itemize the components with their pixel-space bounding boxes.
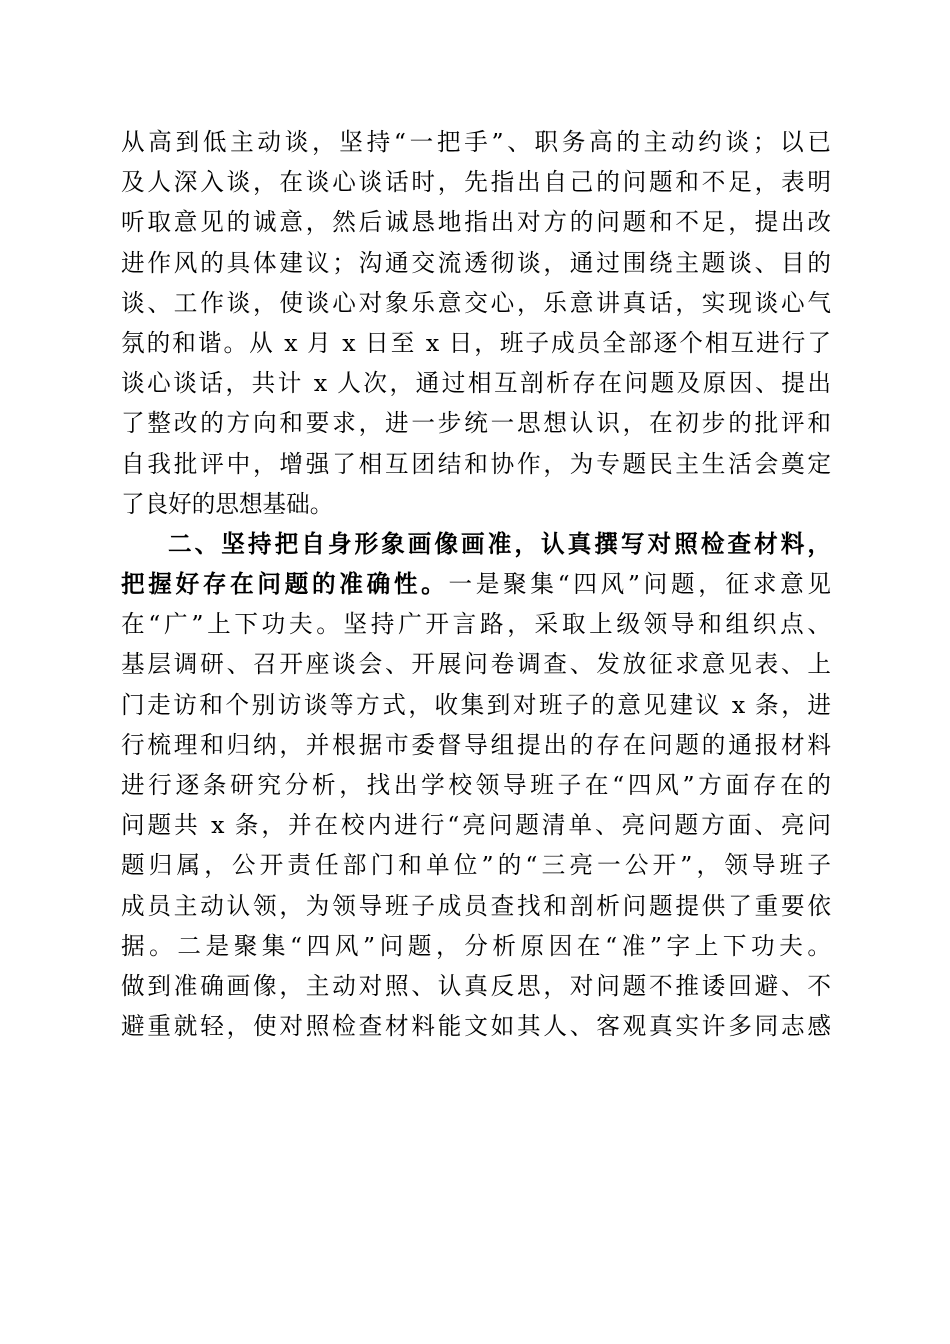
text-line: 据。二是聚集“四风”问题，分析原因在“准”字上下功夫。 (121, 931, 831, 960)
text-fragment: 一是聚集“四风”问题，征求意见 (448, 570, 832, 599)
paragraph-2 (121, 524, 831, 1046)
text-line: 了良好的思想基础。 (121, 489, 334, 518)
text-line: 进作风的具体建议；沟通交流透彻谈，通过围绕主题谈、目的 (121, 248, 831, 277)
text-line (121, 564, 831, 604)
text-line: 避重就轻，使对照检查材料能文如其人、客观真实许多同志感 (121, 1012, 831, 1041)
text-line: 听取意见的诚意，然后诚恳地指出对方的问题和不足，提出改 (121, 208, 831, 237)
document-body (121, 122, 831, 1046)
text-line: 及人深入谈，在谈心谈话时，先指出自己的问题和不足，表明 (121, 168, 831, 197)
text-line: 行梳理和归纳，并根据市委督导组提出的存在问题的通报材料 (121, 730, 831, 759)
text-line: 谈、工作谈，使谈心对象乐意交心，乐意讲真话，实现谈心气 (121, 288, 831, 317)
text-line: 题归属，公开责任部门和单位”的“三亮一公开”，领导班子 (121, 851, 831, 880)
text-line: 进行逐条研究分析，找出学校领导班子在“四风”方面存在的 (121, 771, 831, 799)
text-line: 成员主动认领，为领导班子成员查找和剖析问题提供了重要依 (121, 891, 831, 920)
text-line: 从高到低主动谈，坚持“一把手”、职务高的主动约谈；以已 (121, 128, 831, 156)
section-heading: 二、坚持把自身形象画像画准，认真撰写对照检查材料， (168, 529, 831, 558)
text-line: 了整改的方向和要求，进一步统一思想认识，在初步的批评和 (121, 409, 831, 438)
text-line: 问题共 x 条，并在校内进行“亮问题清单、亮问题方面、亮问 (121, 811, 831, 840)
text-line: 门走访和个别访谈等方式，收集到对班子的意见建议 x 条，进 (121, 690, 831, 719)
section-heading-continued: 把握好存在问题的准确性。 (121, 570, 449, 599)
text-line: 做到准确画像，主动对照、认真反思，对问题不推诿回避、不 (121, 971, 831, 1000)
text-line: 在“广”上下功夫。坚持广开言路，采取上级领导和组织点、 (121, 610, 831, 639)
text-line: 基层调研、召开座谈会、开展问卷调查、发放征求意见表、上 (121, 650, 831, 679)
text-line: 谈心谈话，共计 x 人次，通过相互剖析存在问题及原因、提出 (121, 369, 831, 398)
paragraph-1 (121, 122, 831, 524)
text-line: 自我批评中，增强了相互团结和协作，为专题民主生活会奠定 (121, 449, 831, 478)
text-line: 氛的和谐。从 x 月 x 日至 x 日，班子成员全部逐个相互进行了 (121, 328, 831, 357)
